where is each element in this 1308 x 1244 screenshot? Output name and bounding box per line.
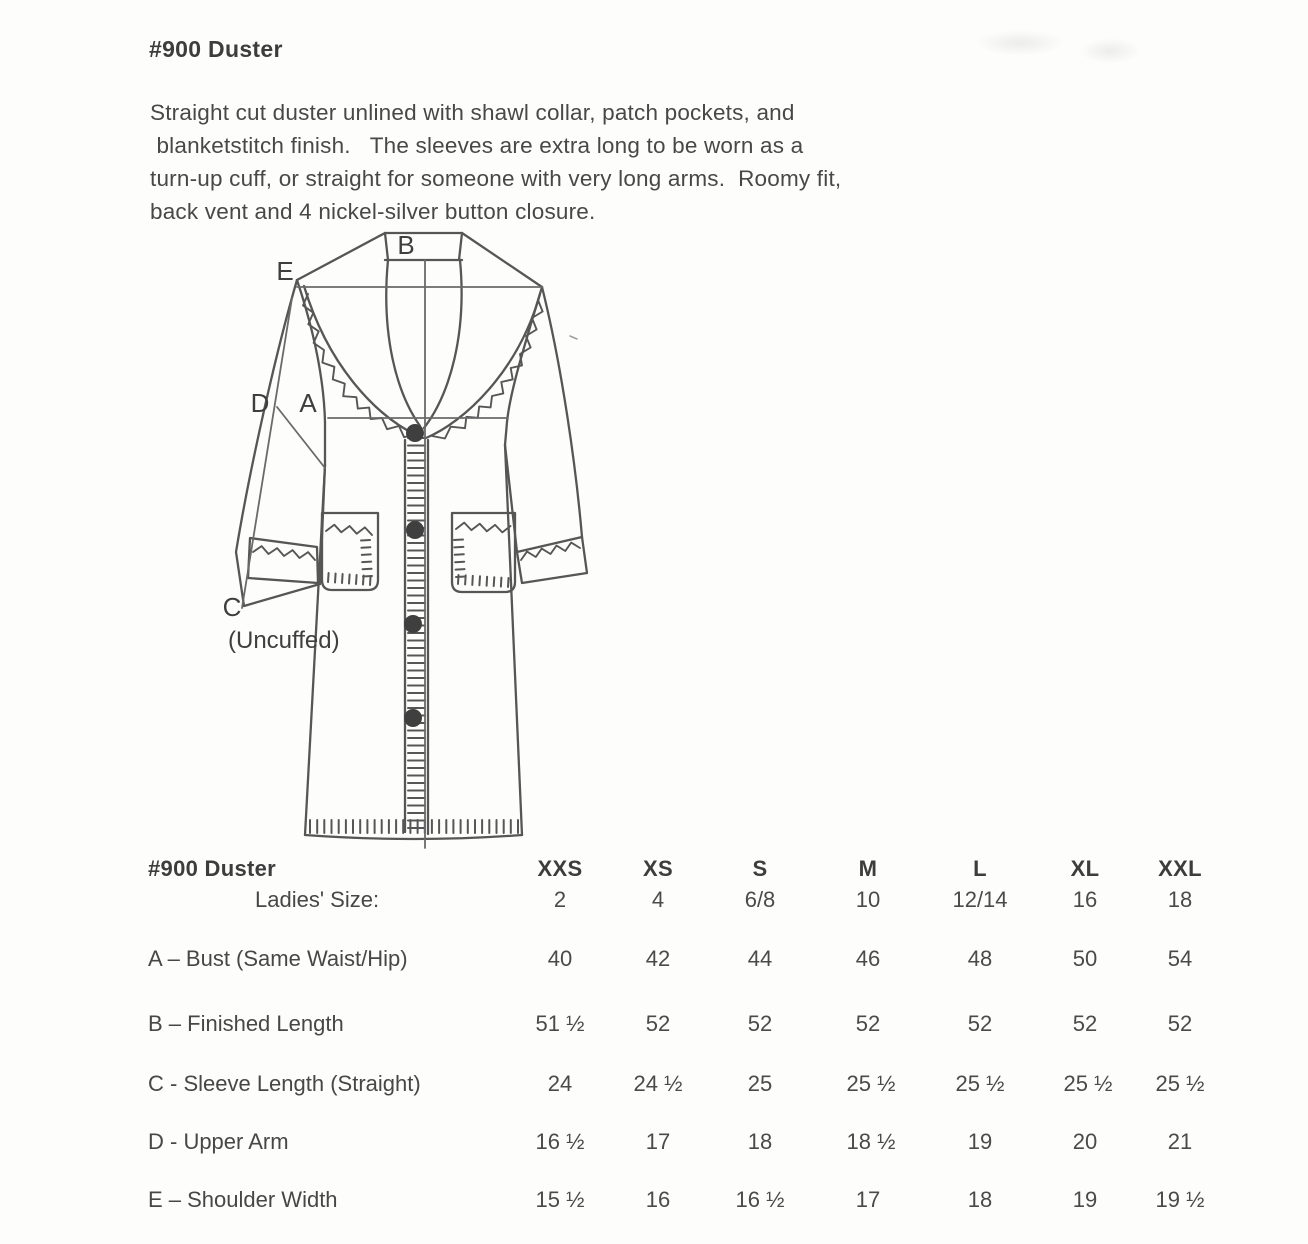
row-label: B – Finished Length [148,1011,344,1036]
cell-value: 25 ½ [955,1071,1005,1096]
cell-value: 21 [1167,1129,1193,1154]
col-header-s: S [752,856,768,881]
cell-value: 52 [1167,1011,1193,1036]
ladies-size-value: 6/8 [744,887,776,912]
cell-value: 44 [747,946,773,971]
cell-value: 42 [645,946,671,971]
cell-value: 48 [967,946,993,971]
cell-value: 17 [645,1129,671,1154]
table-row-finished-length [148,1011,1268,1041]
page-title: #900 Duster [149,36,283,62]
pocket-left-edge-stitches [361,540,372,577]
blanketstitch-ticks [310,438,518,833]
scan-artifact [1080,38,1140,64]
cell-value: 16 ½ [535,1129,585,1154]
description-line: Straight cut duster unlined with shawl collar, patch pockets, and [150,100,795,125]
cell-value: 52 [967,1011,993,1036]
ladies-size-value: 10 [855,887,881,912]
label-D: D [250,388,270,418]
cell-value: 25 ½ [846,1071,896,1096]
button [404,709,422,727]
cell-value: 18 [747,1129,773,1154]
front-band-stitches [408,438,425,828]
cell-value: 16 ½ [735,1187,785,1212]
cell-value: 16 [645,1187,671,1212]
cell-value: 19 [967,1129,993,1154]
description-line: turn-up cuff, or straight for someone with very long arms. Roomy fit, [150,166,842,191]
cell-value: 50 [1072,946,1098,971]
cuff-zigzag-left [253,546,315,560]
button [404,615,422,633]
scan-fleck [570,336,577,339]
table-row-shoulder-width [148,1187,1268,1217]
cell-value: 40 [547,946,573,971]
cell-value: 51 ½ [535,1011,585,1036]
description-line: blanketstitch finish. The sleeves are extra long to be worn as a [150,133,804,158]
table-product-label: #900 Duster [148,856,277,881]
coat-outline [236,280,587,839]
pocket-right-edge-stitches [454,540,465,578]
cell-value: 18 ½ [846,1129,896,1154]
cell-value: 20 [1072,1129,1098,1154]
col-header-xxs: XXS [537,856,583,881]
label-C: C [222,592,242,622]
size-table-header-row [148,856,1268,886]
row-label: A – Bust (Same Waist/Hip) [148,946,408,971]
label-B: B [397,230,415,260]
front-buttons [404,424,424,727]
table-row-sleeve-length [148,1071,1268,1101]
duster-technical-drawing [220,222,650,852]
hem-stitches [310,820,518,833]
ladies-size-label: Ladies' Size: [255,887,380,912]
button [406,424,424,442]
button [406,521,424,539]
label-A: A [299,388,317,418]
ladies-size-value: 12/14 [952,887,1008,912]
ladies-size-value: 2 [553,887,567,912]
col-header-m: M [858,856,878,881]
cell-value: 54 [1167,946,1193,971]
col-header-xs: XS [643,856,673,881]
cell-value: 52 [855,1011,881,1036]
label-E: E [276,256,294,286]
label-C-uncuffed: (Uncuffed) [228,627,340,654]
scan-artifact [975,30,1065,56]
product-description [150,96,841,228]
cell-value: 46 [855,946,881,971]
ladies-size-value: 4 [651,887,665,912]
cell-value: 25 [747,1071,773,1096]
col-header-xl: XL [1070,856,1100,881]
cell-value: 19 [1072,1187,1098,1212]
ladies-size-value: 18 [1167,887,1193,912]
col-header-xxl: XXL [1158,856,1202,881]
row-label: D - Upper Arm [148,1129,289,1154]
cell-value: 25 ½ [1063,1071,1113,1096]
cell-value: 52 [747,1011,773,1036]
ladies-size-value: 16 [1072,887,1098,912]
table-row-upper-arm [148,1129,1268,1159]
cell-value: 18 [967,1187,993,1212]
cell-value: 52 [1072,1011,1098,1036]
pocket-zigzag-right [456,523,511,533]
cell-value: 24 ½ [633,1071,683,1096]
cell-value: 24 [547,1071,573,1096]
pocket-left-bottom-stitches [328,573,371,585]
table-row-bust [148,946,1268,976]
row-label: C - Sleeve Length (Straight) [148,1071,421,1096]
row-label: E – Shoulder Width [148,1187,338,1212]
cell-value: 15 ½ [535,1187,585,1212]
ladies-size-row [148,887,1268,917]
col-header-l: L [973,856,987,881]
shawl-collar [297,233,542,438]
description-line: back vent and 4 nickel-silver button closure. [150,199,596,224]
cell-value: 25 ½ [1155,1071,1205,1096]
cell-value: 52 [645,1011,671,1036]
cell-value: 19 ½ [1155,1187,1205,1212]
cell-value: 17 [855,1187,881,1212]
measure-line-C [242,298,292,608]
pocket-zigzag-left [326,525,372,535]
